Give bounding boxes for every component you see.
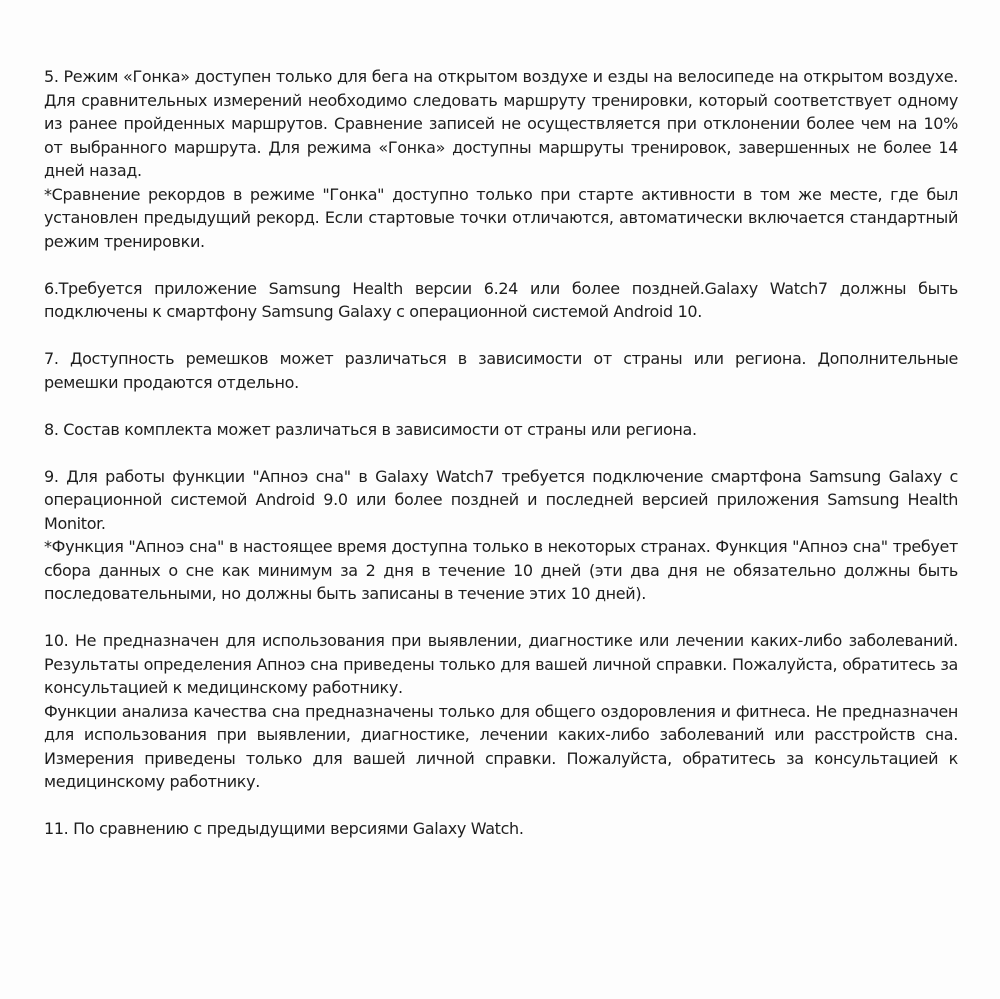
footnote-7 [44,347,958,394]
footnote-10-sleep-analysis: Функции анализа качества сна предназначены только для общего оздоровления и фитнеса. Не предназначен для использования при выявлении, диагностике, лечении каких-либо заболеваний или расстройств сна. Измерения приведены только для вашей личной справки. Пожалуйста, обратитесь за консультацией к медицинскому работнику. [44,701,958,791]
footnote-6 [44,277,958,324]
footnote-8 [44,418,958,442]
footnote-9-note: *Функция "Апноэ сна" в настоящее время доступна только в некоторых странах. Функция "Апноэ сна" требует сбора данных о сне как минимум за 2 дня в течение 10 дней (эти два дня не обязательно должны быть последовательными, но должны быть записаны в течение этих 10 дней). [44,537,958,603]
footnote-11-text: 11. По сравнению с предыдущими версиями Galaxy Watch. [44,819,524,838]
footnote-11 [44,817,958,841]
footnote-6-text: 6.Требуется приложение Samsung Health версии 6.24 или более поздней.Galaxy Watch7 должны быть подключены к смартфону Samsung Galaxy с операционной системой Android 10. [44,278,958,321]
footnote-9-text: 9. Для работы функции "Апноэ сна" в Galaxy Watch7 требуется подключение смартфона Samsung Galaxy с операционной системой Android 9.0 или более поздней и последней версией приложения Samsung Health Monitor. [44,466,958,533]
footnote-5-text: 5. Режим «Гонка» доступен только для бега на открытом воздухе и езды на велосипеде на открытом воздухе. Для сравнительных измерений необходимо следовать маршруту тренировки, который соответствует одному из ранее пройденных маршрутов. Сравнение записей не осуществляется при отклонении более чем на 10% от выбранного маршрута. Для режима «Гонка» доступны маршруты тренировок, завершенных не более 14 дней назад. [44,67,958,180]
footnote-5-note: *Сравнение рекордов в режиме "Гонка" доступно только при старте активности в том же месте, где был установлен предыдущий рекорд. Если стартовые точки отличаются, автоматически включается стандартный режим тренировки. [44,184,958,251]
footnote-9 [44,465,958,606]
footnote-10 [44,629,958,794]
footnote-10-text: 10. Не предназначен для использования при выявлении, диагностике или лечении каких-либо заболеваний. Результаты определения Апноэ сна приведены только для вашей личной справки. Пожалуйста, обратитесь за консультацией к медицинскому работнику. [44,631,958,697]
footnote-7-text: 7. Доступность ремешков может различаться в зависимости от страны или региона. Дополнительные ремешки продаются отдельно. [44,349,958,392]
footnote-8-text: 8. Состав комплекта может различаться в зависимости от страны или региона. [44,419,697,439]
footnote-5 [44,65,958,253]
footnotes-document [44,65,958,864]
